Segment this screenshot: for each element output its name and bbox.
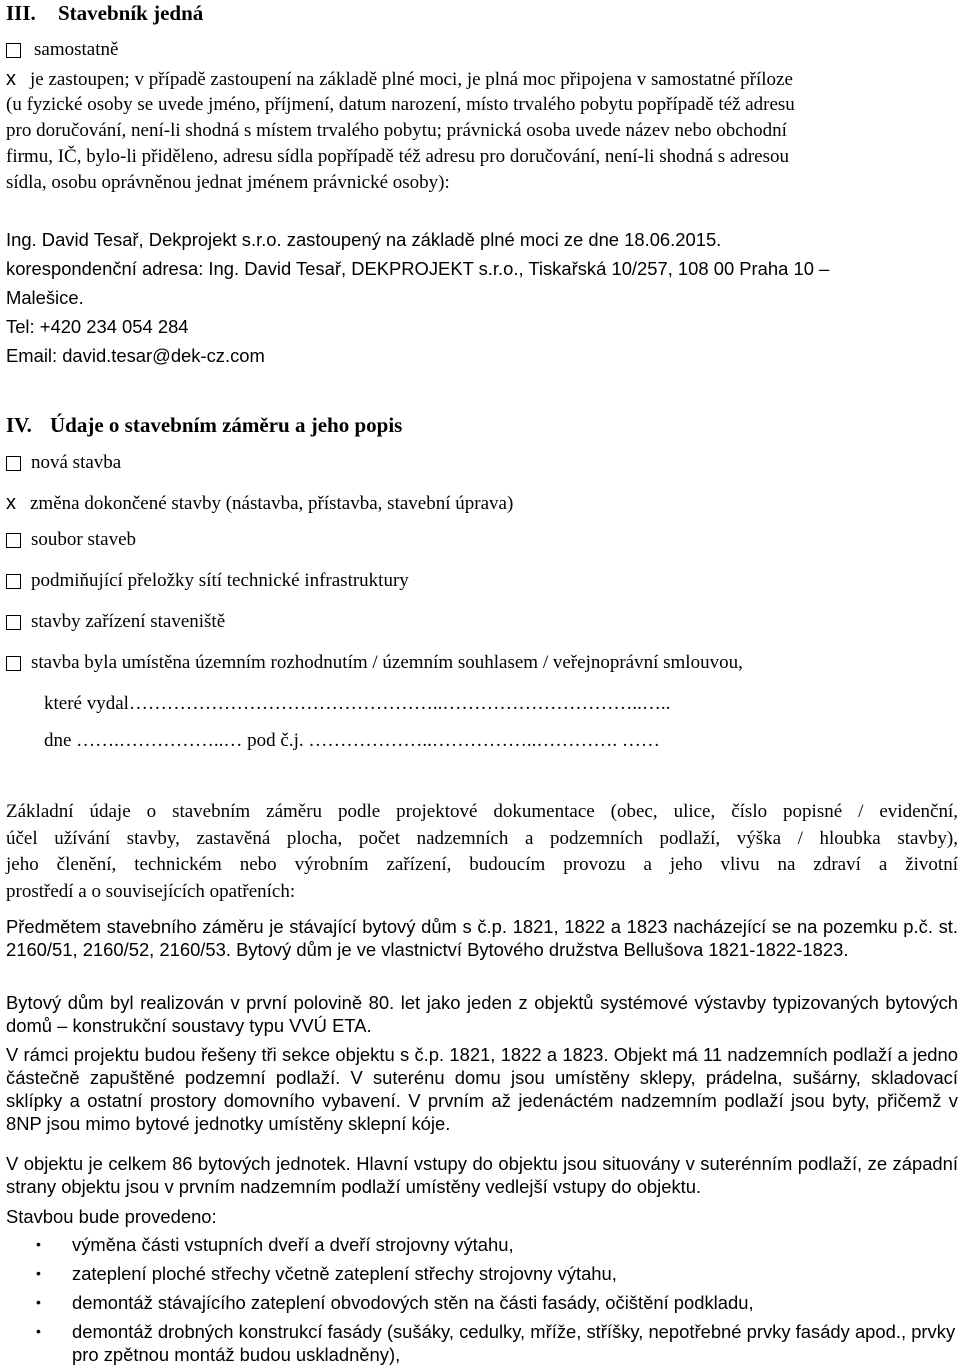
checkbox-building-set[interactable] xyxy=(6,533,21,548)
note-line: (u fyzické osoby se uvede jméno, příjmení, datum narození, místo trvalého pobytu popřípadě též adresu xyxy=(6,94,795,115)
section-4-title: Údaje o stavebním záměru a jeho popis xyxy=(50,413,403,437)
checkbox-new-building[interactable] xyxy=(6,456,21,471)
works-item: • demontáž drobných konstrukcí fasády (sušáky, cedulky, mříže, stříšky, nepotřebné prvky fasády apod., prvky pro zpětnou montáž budou uskladněny), xyxy=(36,1320,960,1366)
representative-email: Email: david.tesar@dek-cz.com xyxy=(6,345,265,366)
checkbox-represented[interactable]: x xyxy=(6,68,16,90)
date-reference-line[interactable]: dne …….……………..… pod č.j. ………………..……………..…………. …… xyxy=(44,730,660,751)
description-heading xyxy=(6,799,958,905)
option-label: změna dokončené stavby (nástavba, přístavba, stavební úprava) xyxy=(30,493,514,514)
option-represented-label: je zastoupen; v případě zastoupení na základě plné moci, je plná moc připojena v samostatné příloze xyxy=(30,69,793,90)
paragraph-history: Bytový dům byl realizován v první polovině 80. let jako jeden z objektů systémové výstavby typizovaných bytových domů – konstrukční soustavy typu VVÚ ETA. xyxy=(6,992,958,1036)
option-label: soubor staveb xyxy=(31,529,137,550)
paragraph-units: V objektu je celkem 86 bytových jednotek. Hlavní vstupy do objektu jsou situovány v suterénním podlaží, ze západní strany objektu jsou v prvním nadzemním podlaží umístěny vedlejší vstupy do objektu. xyxy=(6,1153,958,1197)
section-3-heading xyxy=(6,0,203,26)
option-label: stavby zařízení staveniště xyxy=(31,611,226,632)
section-4-heading xyxy=(6,412,402,438)
option-label: podmiňující přeložky sítí technické infrastruktury xyxy=(31,570,409,591)
representative-line-1: Ing. David Tesař, Dekprojekt s.r.o. zastoupený na základě plné moci ze dne 18.06.2015. xyxy=(6,229,722,250)
issued-by-line[interactable]: které vydal…………………………………………..…………………………..….. xyxy=(44,693,671,714)
checkbox-placed-by-decision[interactable] xyxy=(6,656,21,671)
option-infrastructure xyxy=(6,568,409,594)
note-line: firmu, IČ, bylo-li přiděleno, adresu sídla popřípadě též adresu pro doručování, není-li shodná s adresou xyxy=(6,146,790,167)
checkbox-infrastructure[interactable] xyxy=(6,574,21,589)
option-label: nová stavba xyxy=(31,452,122,473)
description-line: účel užívání stavby, zastavěná plocha, počet nadzemních a podzemních podlaží, výška / hloubka stavby), xyxy=(6,827,958,849)
note-line: sídla, osobu oprávněnou jednat jménem právnické osoby): xyxy=(6,172,450,193)
option-self-label: samostatně xyxy=(34,39,119,60)
section-3-number: III. xyxy=(6,1,36,25)
option-new-building xyxy=(6,450,121,476)
section-4-number: IV. xyxy=(6,413,32,437)
works-intro: Stavbou bude provedeno: xyxy=(6,1206,217,1227)
option-change-building xyxy=(6,490,513,517)
option-placed-by-decision xyxy=(6,650,743,676)
paragraph-subject: Předmětem stavebního záměru je stávající bytový dům s č.p. 1821, 1822 a 1823 nacházející se na pozemku p.č. st. 2160/51, 2160/52, 2160/53. Bytový dům je ve vlastnictví Bytového družstva Bellušova 1821-1822-1823. xyxy=(6,916,958,960)
checkbox-change-building[interactable]: x xyxy=(6,492,16,514)
paragraph-building-description: V rámci projektu budou řešeny tři sekce objektu s č.p. 1821, 1822 a 1823. Objekt má 11 nadzemních podlaží a jedno částečně zapuštěné podzemní podlaží. V suterénu domu jsou umístěny sklepy, prádelna, sušárny, skladovací sklípky a ostatní prostory domovního vybavení. V prvním až jedenáctém nadzemním podlaží jsou byty, přičemž v 8NP jsou mimo bytové jednotky umístěny sklepní kóje. xyxy=(6,1044,958,1134)
checkbox-self[interactable] xyxy=(6,43,21,58)
option-represented xyxy=(6,66,958,93)
representative-block xyxy=(6,225,958,370)
option-label: stavba byla umístěna územním rozhodnutím / územním souhlasem / veřejnoprávní smlouvou, xyxy=(31,652,743,673)
description-line: prostředí a o souvisejících opatřeních: xyxy=(6,880,296,902)
works-item: • zateplení ploché střechy včetně zateplení střechy strojovny výtahu, xyxy=(36,1262,960,1285)
description-line: Základní údaje o stavebním záměru podle projektové dokumentace (obec, ulice, číslo popisné / evidenční, xyxy=(6,801,958,822)
representative-phone: Tel: +420 234 054 284 xyxy=(6,316,189,337)
section-3-title: Stavebník jedná xyxy=(58,1,204,25)
works-item: • výměna části vstupních dveří a dveří strojovny výtahu, xyxy=(36,1233,960,1256)
representative-line-2: korespondenční adresa: Ing. David Tesař, DEKPROJEKT s.r.o., Tiskařská 10/257, 108 00 Praha 10 – xyxy=(6,258,830,279)
checkbox-site-equipment[interactable] xyxy=(6,615,21,630)
option-building-set xyxy=(6,527,136,553)
note-line: pro doručování, není-li shodná s místem trvalého pobytu; právnická osoba uvede název nebo obchodní xyxy=(6,120,787,141)
works-list xyxy=(36,1233,960,1372)
description-line: jeho členění, technickém nebo výrobním zařízení, budoucím provozu a jeho vlivu na zdraví a životní xyxy=(6,854,958,875)
representative-line-3: Malešice. xyxy=(6,287,84,308)
option-site-equipment xyxy=(6,609,225,635)
works-item: • demontáž stávajícího zateplení obvodových stěn na části fasády, očištění podkladu, xyxy=(36,1291,960,1314)
representation-note xyxy=(6,92,958,196)
option-self xyxy=(6,37,118,63)
